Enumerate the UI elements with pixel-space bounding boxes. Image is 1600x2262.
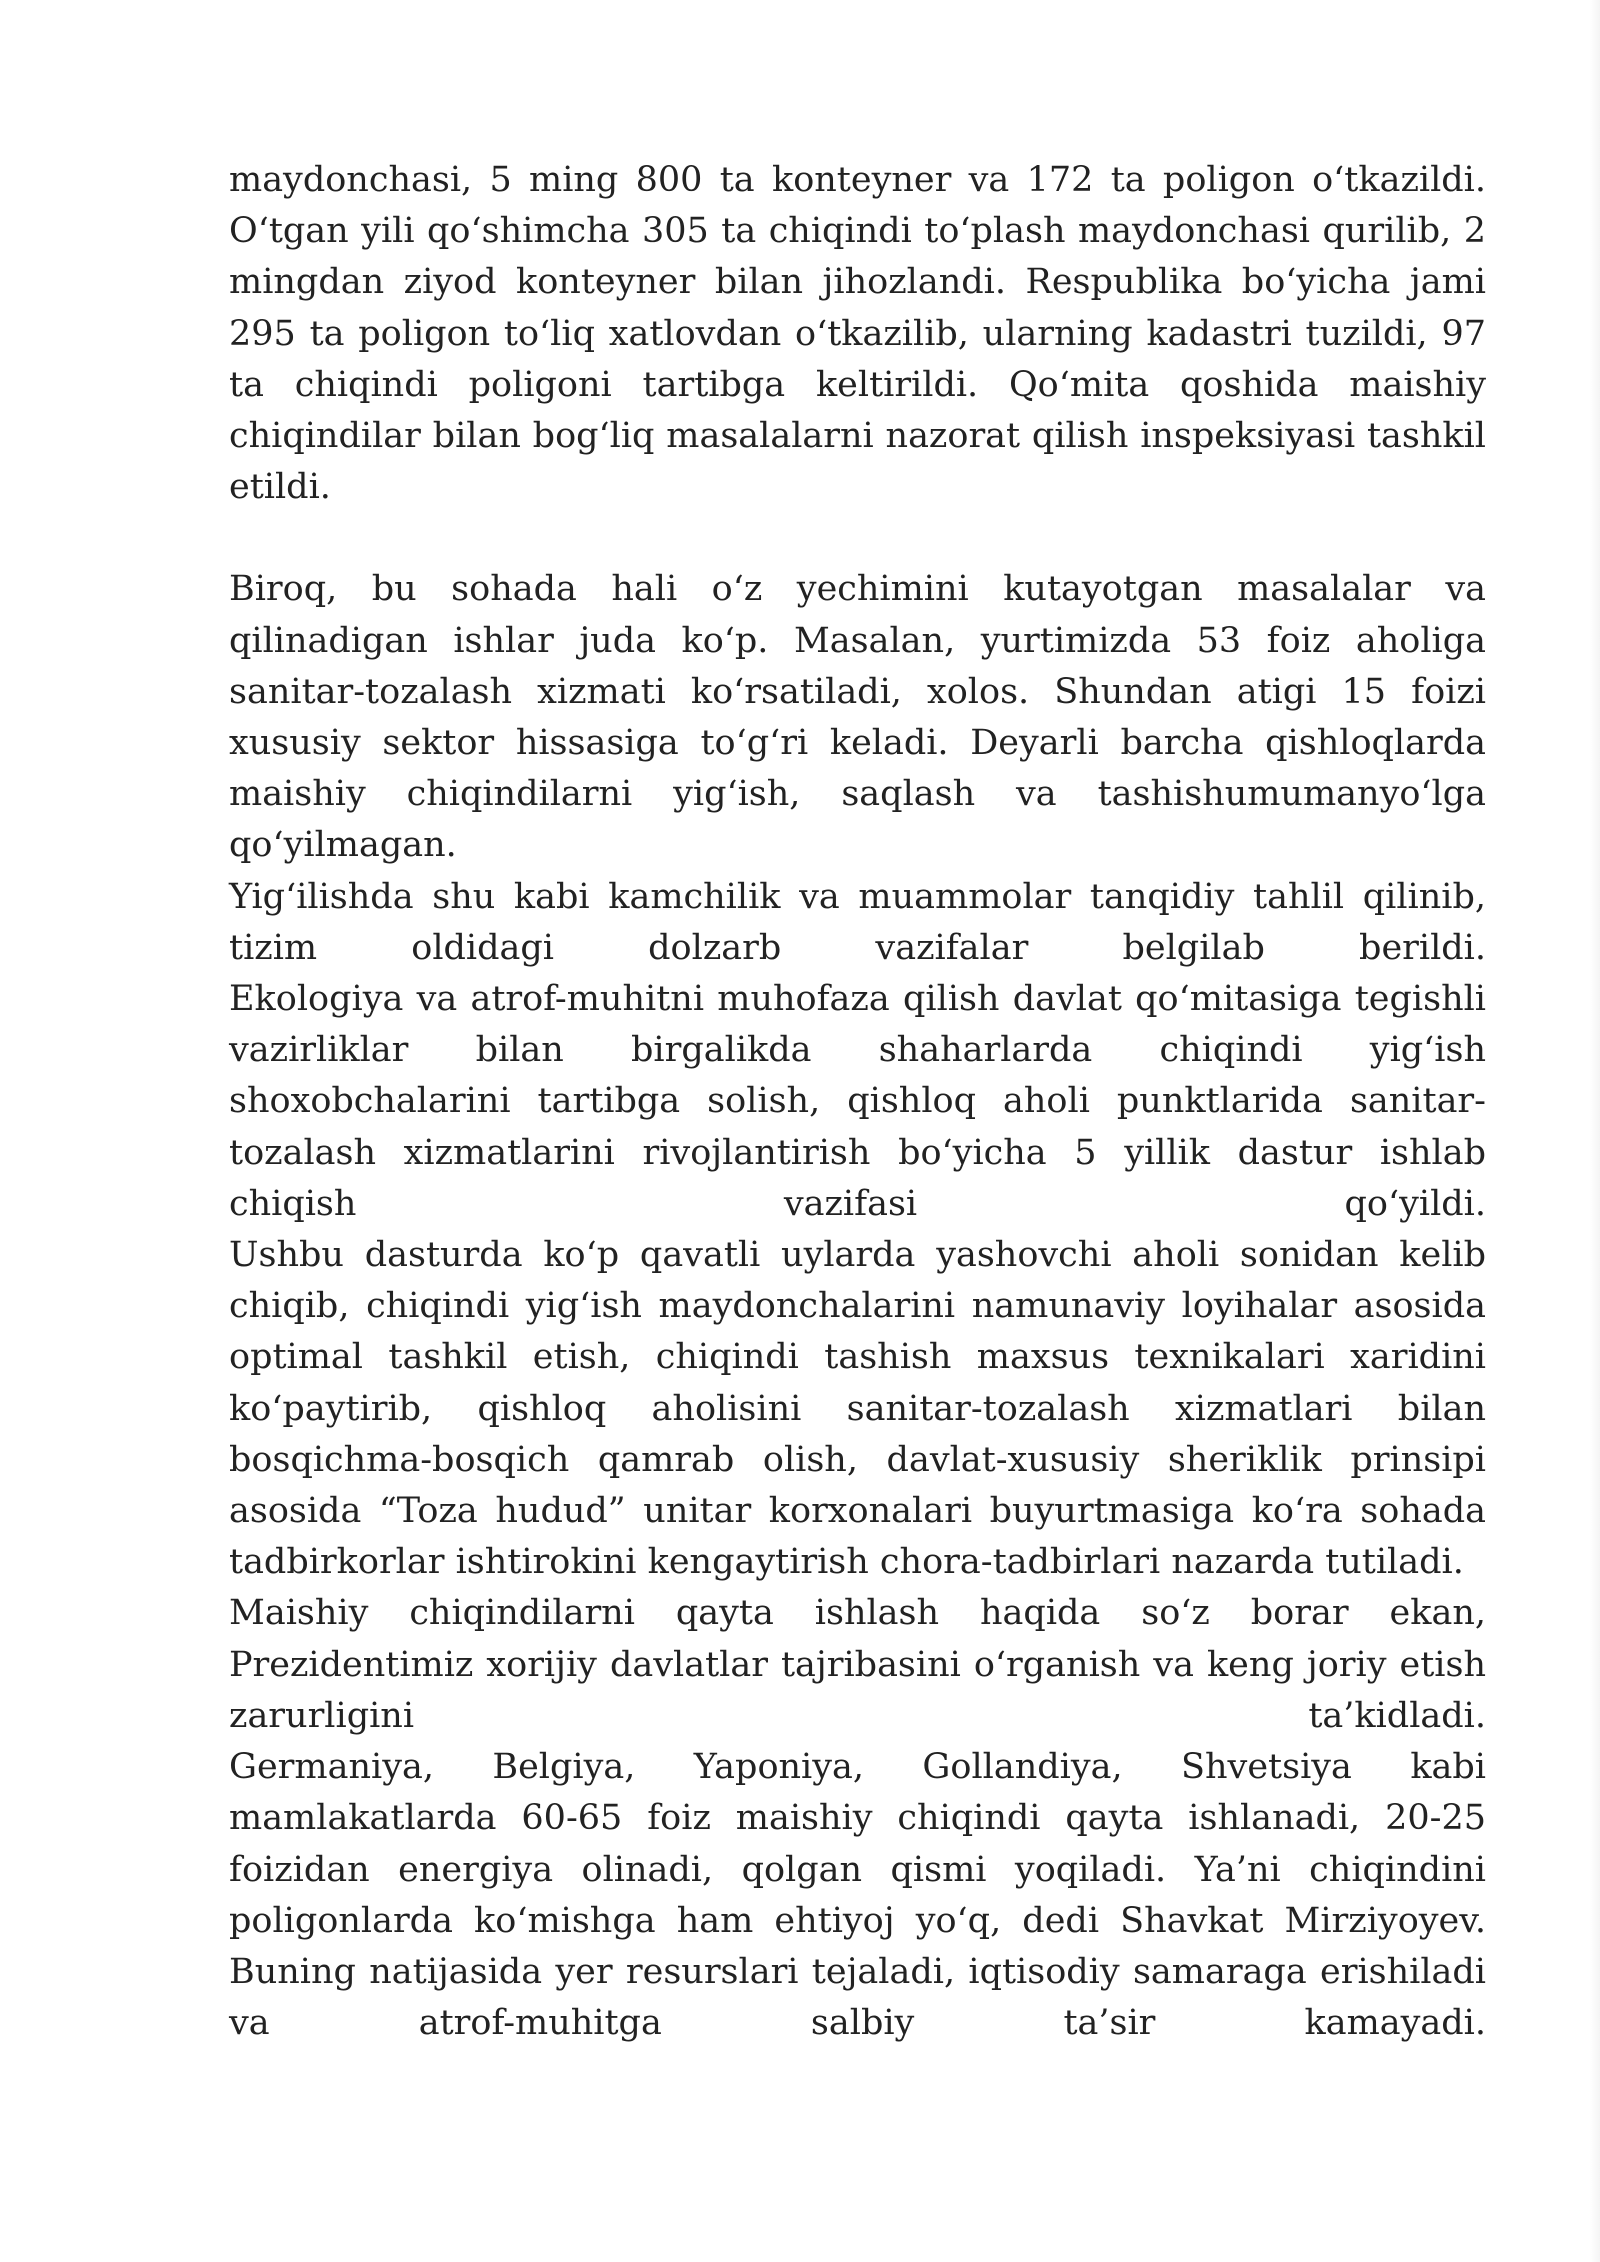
paragraph-4: Ekologiya va atrof-muhitni muhofaza qilish davlat qo‘mitasiga tegishli vazirliklar bilan birgalikda shaharlarda chiqindi yig‘ish shoxobchalarini tartibga solish, qishloq aholi punktlarida sanitar-tozalash xizmatlarini rivojlantirish bo‘yicha 5 yillik dastur ishlab chiqish vazifasi qo‘yildi. [229,979,1486,1224]
paragraph-3: Yig‘ilishda shu kabi kamchilik va muammolar tanqidiy tahlil qilinib, tizim oldidagi dolzarb vazifalar belgilab berildi. [229,876,1486,968]
paragraph-2: Biroq, bu sohada hali o‘z yechimini kutayotgan masalalar va qilinadigan ishlar juda ko‘p. Masalan, yurtimizda 53 foiz aholiga sanitar-tozalash xizmati ko‘rsatiladi, xolos. Shundan atigi 15 foizi xususiy sektor hissasiga to‘g‘ri keladi. Deyarli barcha qishloqlarda maishiy chiqindilarni yig‘ish, saqlash va tashishumumanyo‘lga qo‘yilmagan. [229,569,1486,866]
page-edge-shadow [1590,0,1600,2262]
paragraph-gap [229,513,1486,564]
paragraph-6: Maishiy chiqindilarni qayta ishlash haqida so‘z borar ekan, Prezidentimiz xorijiy davlatlar tajribasini o‘rganish va keng joriy etish zarurligini ta’kidladi. [229,1593,1486,1736]
document-body [229,155,1486,2049]
paragraph-1: maydonchasi, 5 ming 800 ta konteyner va 172 ta poligon o‘tkazildi. O‘tgan yili qo‘shimcha 305 ta chiqindi to‘plash maydonchasi qurilib, 2 mingdan ziyod konteyner bilan jihozlandi. Respublika bo‘yicha jami 295 ta poligon to‘liq xatlovdan o‘tkazilib, ularning kadastri tuzildi, 97 ta chiqindi poligoni tartibga keltirildi. Qo‘mita qoshida maishiy chiqindilar bilan bog‘liq masalalarni nazorat qilish inspeksiyasi tashkil etildi. [229,160,1486,508]
paragraph-7: Germaniya, Belgiya, Yaponiya, Gollandiya, Shvetsiya kabi mamlakatlarda 60-65 foiz maishiy chiqindi qayta ishlanadi, 20-25 foizidan energiya olinadi, qolgan qismi yoqiladi. Ya’ni chiqindini poligonlarda ko‘mishga ham ehtiyoj yo‘q, dedi Shavkat Mirziyoyev. Buning natijasida yer resurslari tejaladi, iqtisodiy samaraga erishiladi va atrof-muhitga salbiy ta’sir kamayadi. [229,1747,1486,2044]
paragraph-5: Ushbu dasturda ko‘p qavatli uylarda yashovchi aholi sonidan kelib chiqib, chiqindi yig‘ish maydonchalarini namunaviy loyihalar asosida optimal tashkil etish, chiqindi tashish maxsus texnikalari xaridini ko‘paytirib, qishloq aholisini sanitar-tozalash xizmatlari bilan bosqichma-bosqich qamrab olish, davlat-xususiy sheriklik prinsipi asosida “Toza hudud” unitar korxonalari buyurtmasiga ko‘ra sohada tadbirkorlar ishtirokini kengaytirish chora-tadbirlari nazarda tutiladi. [229,1235,1486,1583]
